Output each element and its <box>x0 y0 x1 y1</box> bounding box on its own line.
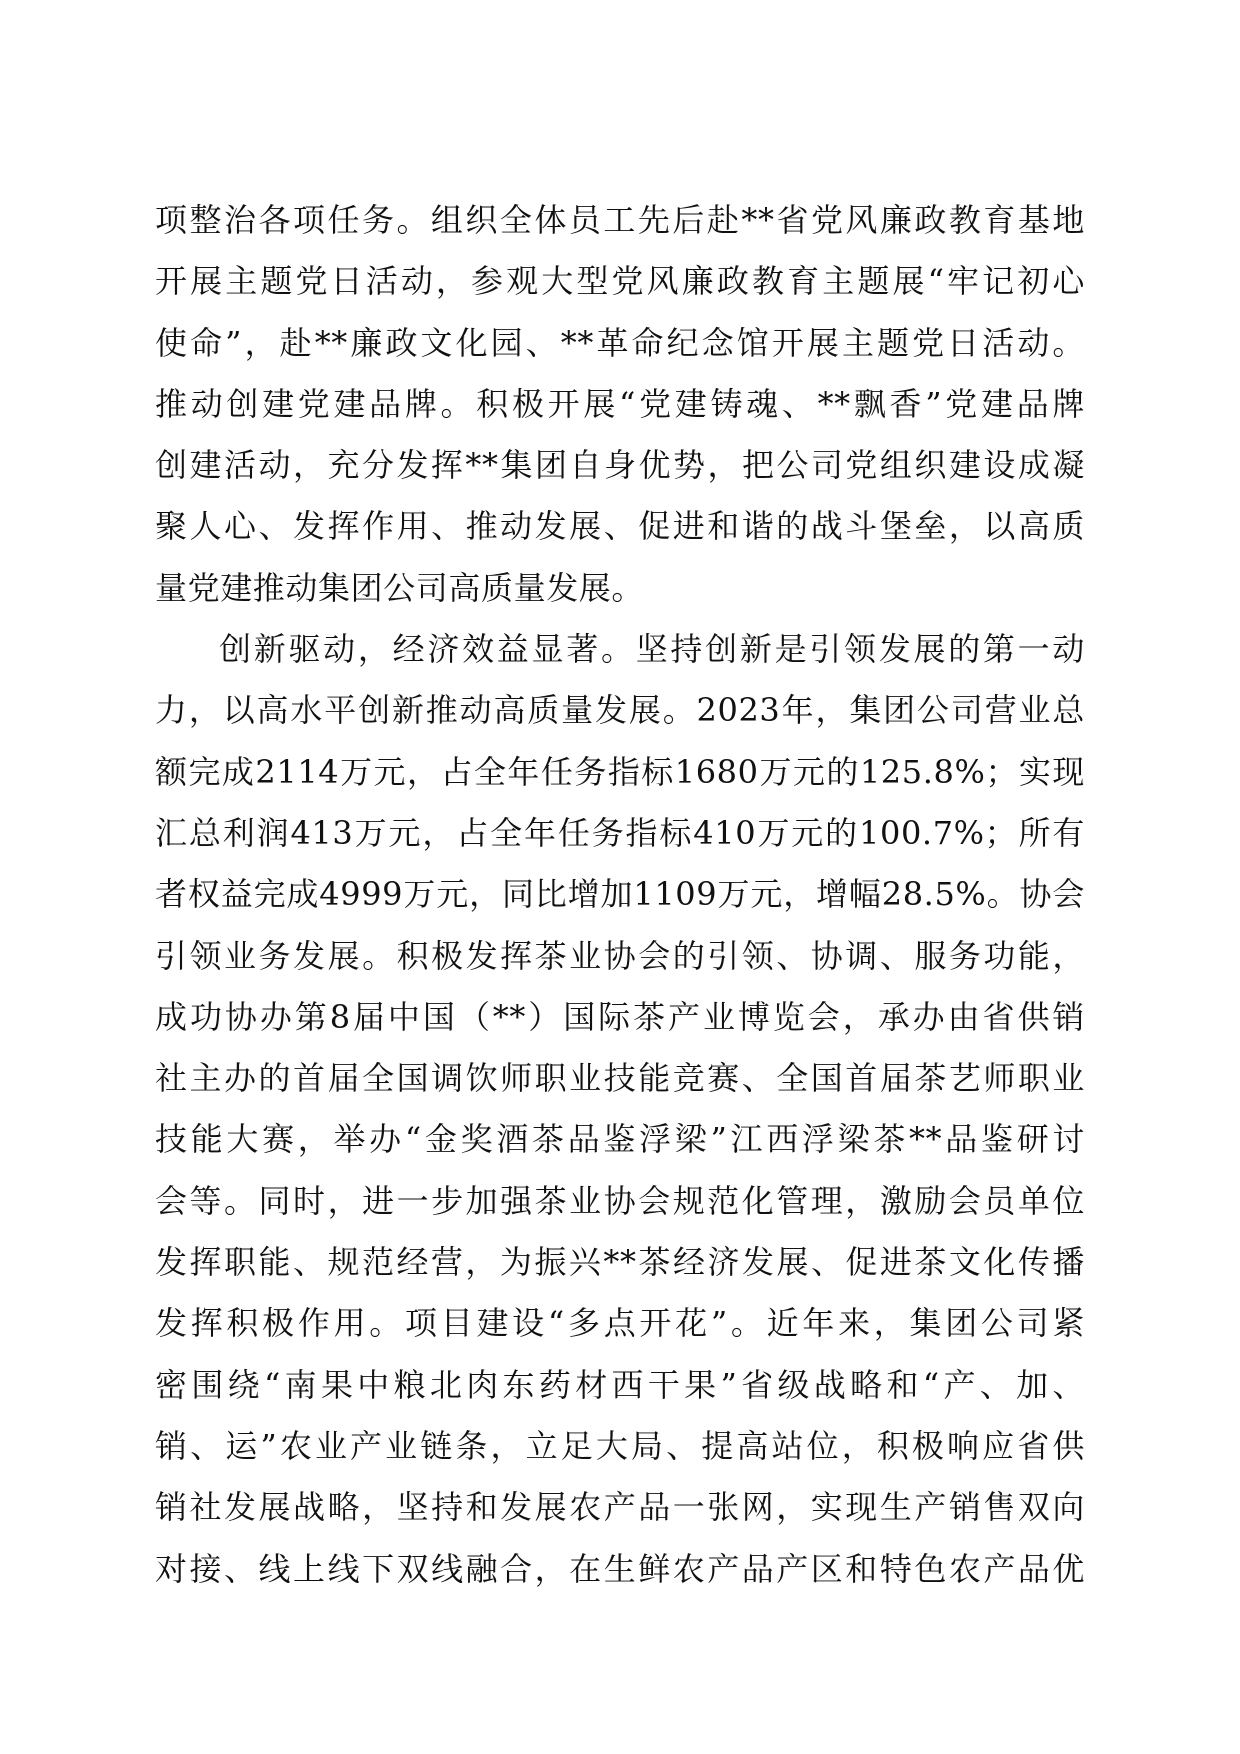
text-line: 力，以高水平创新推动高质量发展。2023年，集团公司营业总 <box>155 691 1085 730</box>
text-line: 发挥职能、规范经营，为振兴**茶经济发展、促进茶文化传播 <box>155 1243 1085 1282</box>
text-line: 聚人心、发挥作用、推动发展、促进和谐的战斗堡垒，以高质 <box>155 507 1085 546</box>
text-line: 会等。同时，进一步加强茶业协会规范化管理，激励会员单位 <box>155 1181 1085 1220</box>
text-line: 销社发展战略，坚持和发展农产品一张网，实现生产销售双向 <box>155 1488 1085 1527</box>
text-line: 成功协办第8届中国（**）国际茶产业博览会，承办由省供销 <box>155 997 1085 1036</box>
text-line: 创新驱动，经济效益显著。坚持创新是引领发展的第一动 <box>219 630 1085 669</box>
text-line: 对接、线上线下双线融合，在生鲜农产品产区和特色农产品优 <box>155 1549 1085 1588</box>
text-line: 量党建推动集团公司高质量发展。 <box>155 568 645 607</box>
paragraph-party-building <box>155 190 1085 619</box>
text-line: 使命”，赴**廉政文化园、**革命纪念馆开展主题党日活动。 <box>155 323 1085 362</box>
text-line: 创建活动，充分发挥**集团自身优势，把公司党组织建设成凝 <box>155 446 1085 485</box>
text-line: 开展主题党日活动，参观大型党风廉政教育主题展“牢记初心 <box>155 262 1085 301</box>
paragraph-innovation <box>155 619 1085 1600</box>
text-line: 额完成2114万元，占全年任务指标1680万元的125.8%；实现 <box>155 752 1085 791</box>
text-line: 技能大赛，举办“金奖酒茶品鉴浮梁”江西浮梁茶**品鉴研讨 <box>155 1120 1085 1159</box>
text-line: 项整治各项任务。组织全体员工先后赴**省党风廉政教育基地 <box>155 201 1085 239</box>
body-text <box>155 190 1085 1600</box>
text-line: 发挥积极作用。项目建设“多点开花”。近年来，集团公司紧 <box>155 1304 1085 1343</box>
text-line: 密围绕“南果中粮北肉东药材西干果”省级战略和“产、加、 <box>155 1365 1085 1404</box>
text-line: 引领业务发展。积极发挥茶业协会的引领、协调、服务功能， <box>155 936 1085 975</box>
text-line: 者权益完成4999万元，同比增加1109万元，增幅28.5%。协会 <box>155 875 1085 914</box>
text-line: 销、运”农业产业链条，立足大局、提高站位，积极响应省供 <box>155 1426 1085 1465</box>
text-line: 汇总利润413万元，占全年任务指标410万元的100.7%；所有 <box>155 813 1085 852</box>
text-line: 推动创建党建品牌。积极开展“党建铸魂、**飘香”党建品牌 <box>155 384 1085 423</box>
text-line: 社主办的首届全国调饮师职业技能竞赛、全国首届茶艺师职业 <box>155 1059 1085 1098</box>
